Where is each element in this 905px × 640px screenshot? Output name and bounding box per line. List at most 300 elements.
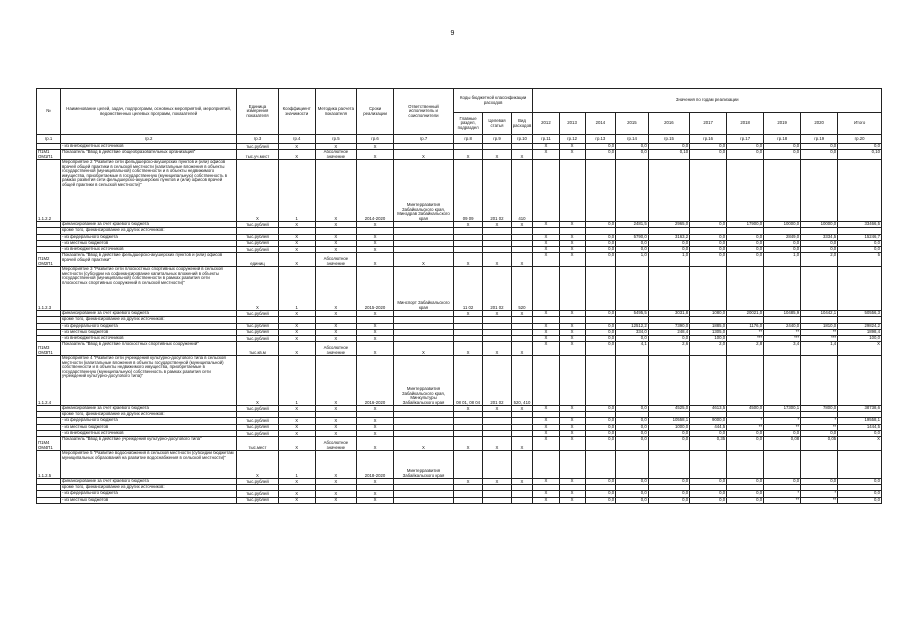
table-cell: X <box>533 491 559 497</box>
table-cell: * <box>764 491 801 497</box>
table-cell: X <box>559 150 585 160</box>
table-cell: 0,0 <box>690 150 727 160</box>
table-cell: 2481,5 <box>616 222 649 228</box>
table-cell: ** <box>727 329 764 335</box>
table-cell: X <box>315 329 356 335</box>
table-cell: 0,0 <box>616 479 649 485</box>
table-cell: 0,0 <box>616 430 649 436</box>
table-cell: тыс.рублей <box>237 424 278 430</box>
table-cell <box>838 451 882 479</box>
table-cell: Мероприятие 5 "Развитие водоснабжения в сельской местности (субсидии бюджетам муниципальных образований на развитие водоснабжения в сельской местности)" <box>60 451 236 479</box>
table-cell: X <box>483 311 511 317</box>
table-cell: 0,0 <box>585 479 615 485</box>
table-cell: X <box>357 335 394 341</box>
table-cell: 1,0 <box>616 253 649 267</box>
table-cell: X <box>453 311 482 317</box>
header-bc-target: Целевая статья <box>483 113 511 135</box>
table-cell: X <box>559 437 585 451</box>
table-cell: X <box>533 497 559 503</box>
table-cell: X <box>533 234 559 240</box>
header-bcode: Коды бюджетной классификации расходов <box>453 89 532 113</box>
table-cell: X <box>533 406 559 412</box>
column-number: гр.5 <box>315 135 356 144</box>
table-cell: финансирование за счет краевого бюджета <box>60 406 236 412</box>
table-cell <box>690 160 727 222</box>
table-cell: X <box>315 246 356 252</box>
table-row <box>37 267 882 311</box>
table-cell: тыс.кв.м <box>237 342 278 356</box>
table-cell <box>483 497 511 503</box>
table-cell: 08 01, 08 04 <box>453 356 482 406</box>
table-cell: 2015-2020 <box>357 267 394 311</box>
table-cell: 2440,0 <box>764 323 801 329</box>
table-cell: X <box>838 342 882 356</box>
table-cell: X <box>315 356 356 406</box>
table-cell: тыс.рублей <box>237 311 278 317</box>
table-cell: X <box>483 406 511 412</box>
table-cell: 3334,5 <box>801 234 838 240</box>
table-cell: тыс.рублей <box>237 323 278 329</box>
table-cell: X <box>315 335 356 341</box>
header-year: 2018 <box>727 113 764 135</box>
table-row <box>37 497 882 503</box>
table-cell: 0,0 <box>801 144 838 150</box>
table-cell: П1М3 ОМ3П1 <box>37 342 61 356</box>
table-cell: 2965,0 <box>648 222 689 228</box>
table-cell: 5 <box>838 253 882 267</box>
table-cell: ** <box>764 497 801 503</box>
table-cell: 0,05 <box>801 437 838 451</box>
table-cell: 1 <box>278 451 315 479</box>
table-cell <box>764 267 801 311</box>
column-number: гр.14 <box>616 135 649 144</box>
table-cell: 248,4 <box>648 329 689 335</box>
table-cell: X <box>278 406 315 412</box>
table-cell: 2,8 <box>727 342 764 356</box>
table-cell: X <box>533 335 559 341</box>
table-cell: 0,0 <box>585 424 615 430</box>
table-cell: X <box>278 253 315 267</box>
table-cell: X <box>559 497 585 503</box>
table-cell: 444,5 <box>690 424 727 430</box>
table-cell: ** <box>764 329 801 335</box>
table-cell: 1810,0 <box>801 323 838 329</box>
table-cell: - из федерального бюджета <box>60 323 236 329</box>
table-cell <box>37 497 61 503</box>
table-cell: X <box>533 150 559 160</box>
column-number: гр.1 <box>37 135 61 144</box>
table-cell: X <box>559 311 585 317</box>
table-cell: тыс.рублей <box>237 144 278 150</box>
table-cell: 520, 410 <box>511 356 533 406</box>
table-cell: тыс.рублей <box>237 222 278 228</box>
table-cell <box>559 267 585 311</box>
header-year: Итого <box>838 113 882 135</box>
table-cell: X <box>357 246 394 252</box>
table-cell: 0,0 <box>801 240 838 246</box>
table-cell <box>616 267 649 311</box>
table-cell: X <box>357 311 394 317</box>
table-cell: 10558,1 <box>648 418 689 424</box>
table-cell: 201 02 <box>483 356 511 406</box>
table-cell: 19558,1 <box>838 418 882 424</box>
table-cell: 0,0 <box>727 150 764 160</box>
table-cell: X <box>315 240 356 246</box>
table-cell: 0,0 <box>648 144 689 150</box>
table-cell: 0,0 <box>764 240 801 246</box>
table-cell: 1176,0 <box>727 323 764 329</box>
table-cell: X <box>237 356 278 406</box>
table-cell: X <box>511 406 533 412</box>
table-cell: 4525,0 <box>648 406 689 412</box>
table-cell: 2018-2020 <box>357 451 394 479</box>
table-cell: X <box>278 150 315 160</box>
table-cell <box>764 356 801 406</box>
table-cell: 1.1.2.5 <box>37 451 61 479</box>
table-cell: 0,0 <box>764 246 801 252</box>
column-number: гр.16 <box>690 135 727 144</box>
table-cell: X <box>278 246 315 252</box>
table-cell: тыс.рублей <box>237 246 278 252</box>
table-cell <box>648 356 689 406</box>
table-cell: X <box>559 342 585 356</box>
column-number: гр.15 <box>648 135 689 144</box>
table-cell: 0,0 <box>727 430 764 436</box>
table-cell: тыс.рублей <box>237 418 278 424</box>
table-cell: 0,0 <box>801 430 838 436</box>
table-cell: X <box>357 329 394 335</box>
table-cell: X <box>315 267 356 311</box>
table-cell <box>453 497 482 503</box>
table-cell: X <box>511 311 533 317</box>
table-cell: X <box>315 406 356 412</box>
table-cell: 1.1.2.2 <box>37 160 61 222</box>
table-cell: X <box>315 451 356 479</box>
table-cell: Показатель "Ввод в действие плоскостных спортивных сооружений" <box>60 342 236 356</box>
table-cell: X <box>357 497 394 503</box>
table-cell: X <box>533 424 559 430</box>
table-cell <box>727 160 764 222</box>
column-number: гр.11 <box>533 135 559 144</box>
table-cell <box>533 451 559 479</box>
table-cell: 100,0 <box>690 335 727 341</box>
table-cell: X <box>453 479 482 485</box>
table-cell: X <box>357 342 394 356</box>
header-no: № <box>37 89 61 135</box>
table-cell: X <box>278 491 315 497</box>
table-cell <box>585 267 615 311</box>
table-cell: 0,0 <box>648 335 689 341</box>
table-cell: X <box>483 479 511 485</box>
table-header <box>37 89 882 144</box>
table-cell: X <box>559 222 585 228</box>
table-cell: 0,0 <box>616 246 649 252</box>
table-cell: 0,0 <box>690 144 727 150</box>
table-cell: тыс.рублей <box>237 406 278 412</box>
table-cell: 2,0 <box>801 253 838 267</box>
table-cell: 0,0 <box>801 246 838 252</box>
table-cell: 09 09 <box>453 160 482 222</box>
table-cell: 0,0 <box>764 144 801 150</box>
table-cell: 0,0 <box>616 424 649 430</box>
table-cell: Абсолютное значение <box>315 342 356 356</box>
table-cell: тыс.рублей <box>237 479 278 485</box>
table-cell <box>585 451 615 479</box>
table-cell: X <box>559 479 585 485</box>
table-cell: 0,0 <box>585 497 615 503</box>
table-cell: X <box>559 430 585 436</box>
table-cell: 0,10 <box>648 150 689 160</box>
table-cell: 0,0 <box>727 240 764 246</box>
table-cell: кроме того, финансирование из других источников: <box>60 412 236 418</box>
table-cell: Показатель "Ввод в действие учреждений культурно-досугового типа" <box>60 437 236 451</box>
table-cell: X <box>357 222 394 228</box>
table-cell: 0,0 <box>648 479 689 485</box>
table-cell: - из внебюджетных источников <box>60 430 236 436</box>
table-cell: X <box>533 437 559 451</box>
table-cell: 0,0 <box>585 329 615 335</box>
header-year: 2020 <box>801 113 838 135</box>
header-values: Значения по годам реализации <box>533 89 882 113</box>
table-cell <box>801 451 838 479</box>
table-cell: X <box>278 342 315 356</box>
table-cell: X <box>357 144 394 150</box>
table-cell: X <box>315 160 356 222</box>
table-cell: X <box>315 418 356 424</box>
page-number: 9 <box>450 30 455 37</box>
table-cell: * <box>727 418 764 424</box>
table-cell: - из внебюджетных источников <box>60 144 236 150</box>
table-cell: 0,0 <box>648 491 689 497</box>
table-cell: X <box>533 323 559 329</box>
table-cell: *** <box>801 335 838 341</box>
header-year: 2015 <box>616 113 649 135</box>
table-cell: X <box>511 437 533 451</box>
table-cell: 2014-2020 <box>357 160 394 222</box>
table-cell: 0,0 <box>585 150 615 160</box>
table-cell: 0,0 <box>616 437 649 451</box>
table-cell: X <box>533 246 559 252</box>
table-cell: X <box>394 253 454 267</box>
table-cell: 0,0 <box>585 240 615 246</box>
column-number: гр.19 <box>801 135 838 144</box>
table-cell: Мероприятие 2 "Развитие сети фельдшерско-акушерских пунктов и (или) офисов врачей общей практики в сельской местности (капитальные вложения в объекты государственной (муниципальной) собственности и в объекты недвижимого имущества, приобретаемые в государственную (муниципальную) собственность в рамках развития сети фельдшерско-акушерских пунктов и (или) офисов врачей общей практики в сельской местности)" <box>60 160 236 222</box>
table-cell: 2,0 <box>690 342 727 356</box>
table-cell: X <box>453 150 482 160</box>
table-cell: X <box>315 144 356 150</box>
table-body <box>37 144 882 504</box>
table-cell: 0,0 <box>616 150 649 160</box>
table-cell: ** <box>727 424 764 430</box>
table-cell: 0,0 <box>838 430 882 436</box>
table-cell: 0,0 <box>585 430 615 436</box>
table-cell: Минспорт Забайкальского края <box>394 267 454 311</box>
table-cell: 10485,9 <box>764 311 801 317</box>
table-cell <box>801 267 838 311</box>
table-cell: X <box>533 144 559 150</box>
table-cell: X <box>357 437 394 451</box>
table-cell: единиц <box>237 253 278 267</box>
table-cell: 17300,1 <box>764 406 801 412</box>
table-cell: 3163,2 <box>648 234 689 240</box>
header-executor: Ответственный исполнитель и соисполнители <box>394 89 454 135</box>
table-cell: 0,0 <box>690 240 727 246</box>
table-cell <box>483 451 511 479</box>
table-cell <box>764 451 801 479</box>
table-cell: 1 <box>278 356 315 406</box>
table-cell: X <box>533 479 559 485</box>
table-cell <box>585 160 615 222</box>
table-cell: X <box>483 437 511 451</box>
table-cell: X <box>315 323 356 329</box>
table-cell: X <box>237 160 278 222</box>
table-cell: X <box>483 253 511 267</box>
column-number: гр.8 <box>453 135 482 144</box>
table-cell <box>838 356 882 406</box>
table-cell: Мероприятие 3 "Развитие сети плоскостных спортивных сооружений в сельской местности (субсидии на софинансирование капитальных вложений в объекты государственной (муниципальной) собственности в рамках развития сети плоскостных спортивных сооружений в сельской местности)" <box>60 267 236 311</box>
table-cell: 0,0 <box>585 323 615 329</box>
table-cell: 0,0 <box>764 479 801 485</box>
table-cell <box>727 267 764 311</box>
table-cell: 0,0 <box>616 418 649 424</box>
table-cell: Минтерразвития Забайкальского края, Минкультуры Забайкальского края <box>394 356 454 406</box>
table-cell: X <box>278 240 315 246</box>
table-cell: 201 02 <box>483 267 511 311</box>
table-cell <box>648 160 689 222</box>
table-cell: 4613,5 <box>690 406 727 412</box>
table-cell: тыс.рублей <box>237 430 278 436</box>
table-row <box>37 160 882 222</box>
table-cell: X <box>315 424 356 430</box>
table-cell: 0,0 <box>585 335 615 341</box>
table-cell: 10442,1 <box>801 311 838 317</box>
table-cell <box>533 356 559 406</box>
table-cell: 0,0 <box>838 479 882 485</box>
table-cell: 10000,0 <box>764 222 801 228</box>
table-cell: 410 <box>511 160 533 222</box>
table-cell: X <box>559 491 585 497</box>
table-cell: Минтерразвития Забайкальского края <box>394 451 454 479</box>
table-cell: X <box>357 406 394 412</box>
table-cell: X <box>559 406 585 412</box>
table-cell: кроме того, финансирование из других источников: <box>60 485 236 491</box>
table-cell: X <box>453 253 482 267</box>
table-cell: *** <box>764 335 801 341</box>
column-number: гр.12 <box>559 135 585 144</box>
column-number: гр.4 <box>278 135 315 144</box>
table-cell: 334,0 <box>616 329 649 335</box>
table-cell: 0,0 <box>727 437 764 451</box>
table-cell: X <box>237 267 278 311</box>
header-unit: Единица измерения показателя <box>237 89 278 135</box>
column-number: гр.10 <box>511 135 533 144</box>
table-cell: 7800,0 <box>801 406 838 412</box>
table-cell: X <box>357 234 394 240</box>
table-cell <box>616 451 649 479</box>
table-cell: 0,0 <box>616 335 649 341</box>
column-number: гр.17 <box>727 135 764 144</box>
table-cell: 1,0 <box>648 253 689 267</box>
table-cell: * <box>801 491 838 497</box>
table-cell: - из местных бюджетов <box>60 240 236 246</box>
column-number: гр.6 <box>357 135 394 144</box>
table-cell: 2849,0 <box>764 234 801 240</box>
table-cell: тыс.уч.мест <box>237 150 278 160</box>
table-cell: X <box>483 222 511 228</box>
table-cell: X <box>357 323 394 329</box>
header-coef: Коэффициент значимости <box>278 89 315 135</box>
table-cell: 0,0 <box>585 406 615 412</box>
table-row <box>37 150 882 160</box>
table-cell: X <box>394 150 454 160</box>
table-cell: X <box>357 491 394 497</box>
table-cell: X <box>559 253 585 267</box>
table-cell: 1000,0 <box>648 424 689 430</box>
table-cell: X <box>511 150 533 160</box>
table-cell: 11 02 <box>453 267 482 311</box>
table-cell: 1080,0 <box>690 311 727 317</box>
table-cell <box>838 160 882 222</box>
table-cell: - из местных бюджетов <box>60 329 236 335</box>
table-cell: 0,0 <box>838 240 882 246</box>
table-cell: X <box>511 342 533 356</box>
table-cell: П1М4 ОМ4П1 <box>37 437 61 451</box>
table-cell: 1,0 <box>764 253 801 267</box>
table-cell <box>533 267 559 311</box>
table-cell: - из местных бюджетов <box>60 497 236 503</box>
table-cell: X <box>559 240 585 246</box>
header-year: 2014 <box>585 113 615 135</box>
table-cell: X <box>278 479 315 485</box>
table-cell: 201 02 <box>483 160 511 222</box>
table-cell <box>585 356 615 406</box>
table-cell: * <box>801 418 838 424</box>
table-cell: X <box>511 253 533 267</box>
table-cell: 1.1.2.4 <box>37 356 61 406</box>
table-cell: 0,0 <box>838 491 882 497</box>
table-cell: X <box>533 430 559 436</box>
column-number: гр.3 <box>237 135 278 144</box>
table-cell: 29824,2 <box>838 323 882 329</box>
header-name: Наименование целей, задач, подпрограмм, основных мероприятий, мероприятий, ведомственных целевых программ, показателей <box>60 89 236 135</box>
table-cell: Показатель "Ввод в действие общеобразовательных организаций" <box>60 150 236 160</box>
table-cell: X <box>533 418 559 424</box>
table-cell: Мероприятие 4 "Развитие сети учреждений культурно-досугового типа в сельской местности (капитальные вложения в объекты государственной (муниципальной) собственности и в объекты недвижимого имущества, приобретаемые в государственную (муниципальную) собственность в рамках развития сети учреждений культурно-досугового типа)" <box>60 356 236 406</box>
table-cell: 520 <box>511 267 533 311</box>
table-cell: Абсолютное значение <box>315 253 356 267</box>
table-cell: X <box>483 342 511 356</box>
table-cell: 0,0 <box>690 234 727 240</box>
table-cell: кроме того, финансирование из других источников: <box>60 228 236 234</box>
table-cell: 0,35 <box>690 437 727 451</box>
table-cell: 1 <box>278 267 315 311</box>
table-cell: 1305,0 <box>690 329 727 335</box>
table-cell: тыс.рублей <box>237 491 278 497</box>
table-cell <box>764 160 801 222</box>
table-cell: - из федерального бюджета <box>60 491 236 497</box>
table-cell: 12512,2 <box>616 323 649 329</box>
table-cell: X <box>533 222 559 228</box>
table-cell: ** <box>801 329 838 335</box>
table-cell: 0,0 <box>585 311 615 317</box>
table-cell: X <box>559 335 585 341</box>
table-cell: X <box>315 497 356 503</box>
table-cell: 15246,7 <box>838 234 882 240</box>
table-cell: X <box>357 150 394 160</box>
table-cell: 0,0 <box>585 144 615 150</box>
table-cell: 0,0 <box>585 234 615 240</box>
table-cell: X <box>394 342 454 356</box>
